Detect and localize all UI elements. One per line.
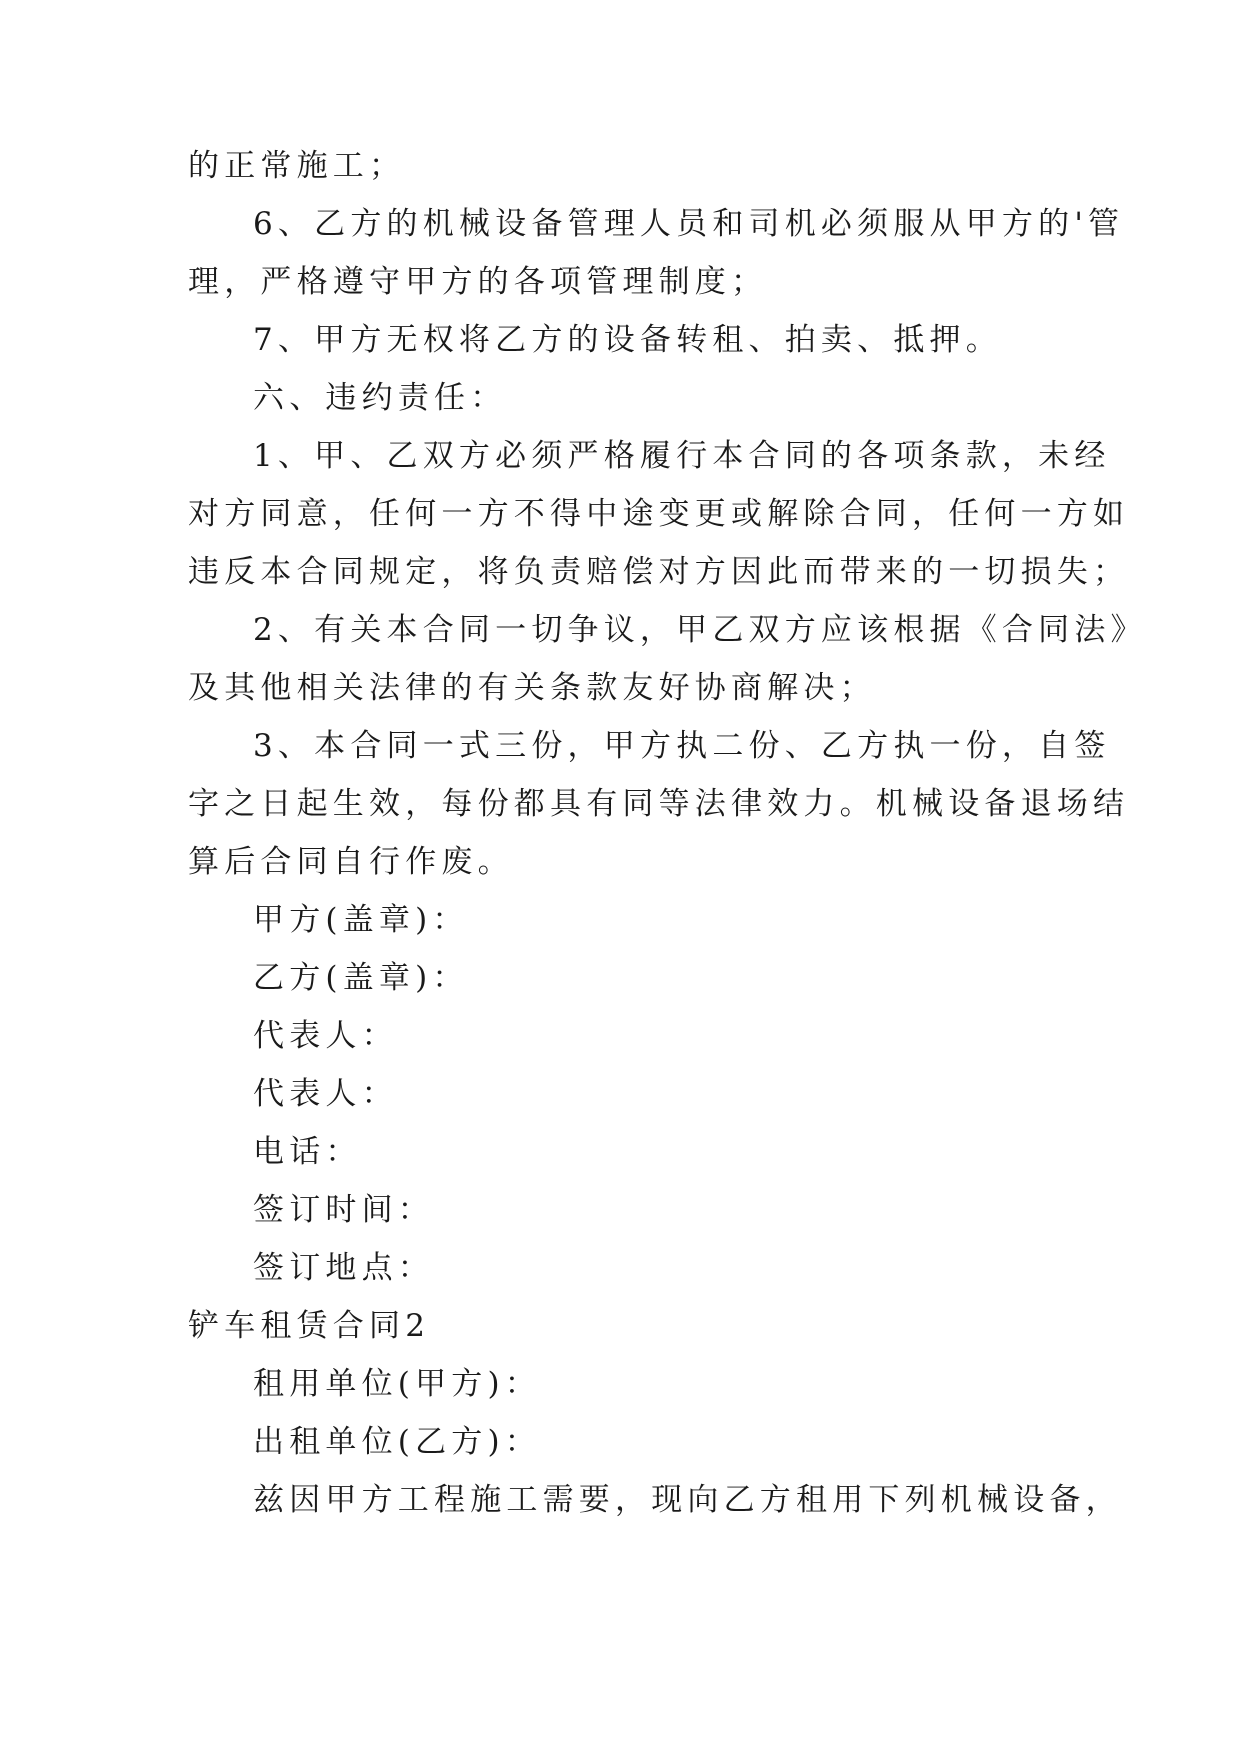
signature-field: 代表人：	[253, 1076, 398, 1112]
signature-field: 电话：	[253, 1134, 362, 1170]
text-line: 字之日起生效，每份都具有同等法律效力。机械设备退场结	[188, 786, 1130, 822]
signature-field: 乙方(盖章)：	[253, 960, 469, 996]
text-line: 1、甲、乙双方必须严格履行本合同的各项条款，未经	[253, 438, 1111, 474]
signature-field: 代表人：	[253, 1018, 398, 1054]
contract-title: 铲车租赁合同2	[188, 1308, 431, 1344]
text-line: 7、甲方无权将乙方的设备转租、拍卖、抵押。	[253, 322, 1002, 358]
signature-field: 签订时间：	[253, 1192, 434, 1228]
party-field: 租用单位(甲方)：	[253, 1366, 541, 1402]
text-line: 违反本合同规定，将负责赔偿对方因此而带来的一切损失；	[188, 554, 1130, 590]
text-line: 2、有关本合同一切争议，甲乙双方应该根据《合同法》	[253, 612, 1147, 648]
text-line: 对方同意，任何一方不得中途变更或解除合同，任何一方如	[188, 496, 1130, 532]
text-line: 兹因甲方工程施工需要，现向乙方租用下列机械设备，	[253, 1482, 1122, 1518]
signature-field: 甲方(盖章)：	[253, 902, 469, 938]
text-line: 的正常施工；	[188, 148, 406, 184]
text-line: 及其他相关法律的有关条款友好协商解决；	[188, 670, 876, 706]
text-line: 6、乙方的机械设备管理人员和司机必须服从甲方的'管	[253, 206, 1125, 242]
text-line: 理，严格遵守甲方的各项管理制度；	[188, 264, 768, 300]
text-line: 算后合同自行作废。	[188, 844, 514, 880]
signature-field: 签订地点：	[253, 1250, 434, 1286]
section-heading: 六、违约责任：	[253, 380, 507, 416]
party-field: 出租单位(乙方)：	[253, 1424, 541, 1460]
text-line: 3、本合同一式三份，甲方执二份、乙方执一份，自签	[253, 728, 1111, 764]
